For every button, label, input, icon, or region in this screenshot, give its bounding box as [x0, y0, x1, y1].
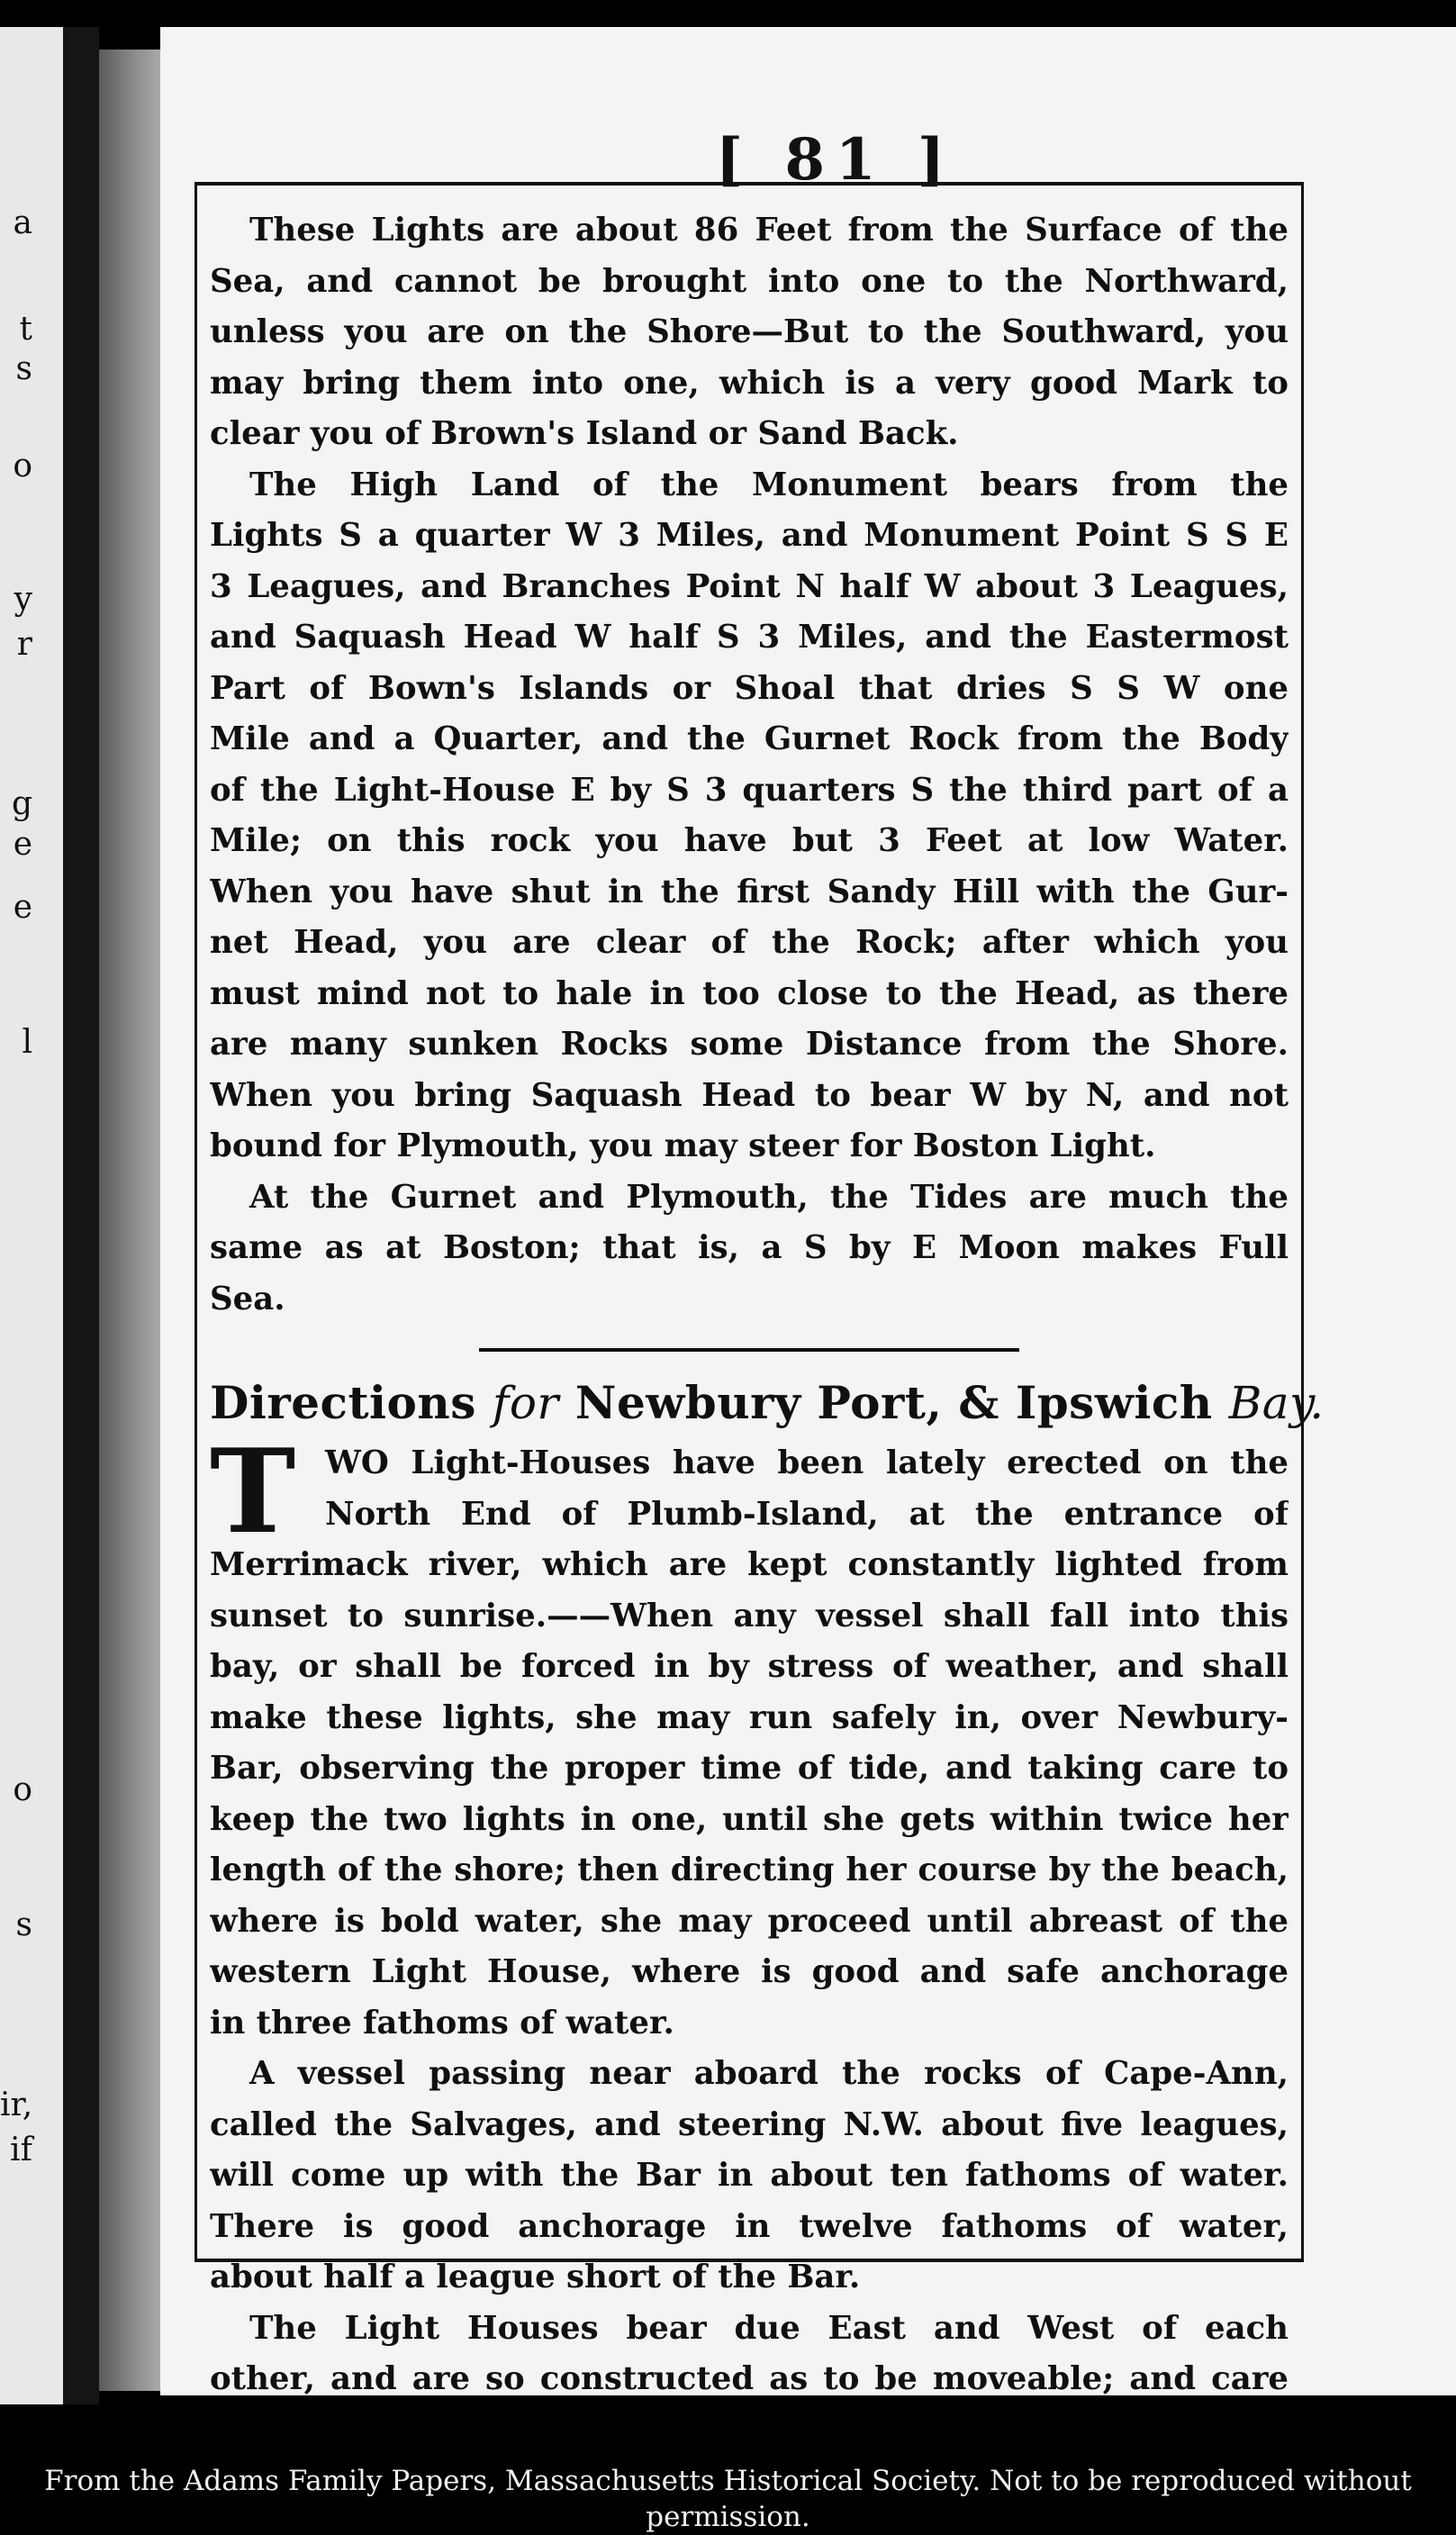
heading-text: Directions [210, 1376, 493, 1429]
page-number: [ 81 ] [715, 126, 956, 194]
text-line: must mind not to hale in too close to the Head, as there [210, 974, 1289, 1012]
paragraph-gurnet-tides [210, 1172, 1289, 1326]
text-frame [194, 182, 1325, 2397]
text-line: of the Light-House E by S 3 quarters S the third part of a [210, 771, 1289, 809]
text-line: There is good anchorage in twelve fathoms of water, [210, 2207, 1289, 2245]
paragraph-cape-ann [210, 2049, 1289, 2304]
section-heading [210, 1373, 1325, 1433]
text-line: other, and are so constructed as to be moveable; and care [210, 2360, 1289, 2397]
margin-fragment: r [16, 626, 32, 663]
text-line: Lights S a quarter W 3 Miles, and Monument Point S S E [210, 517, 1289, 554]
text-line: may bring them into one, which is a very good Mark to [210, 364, 1289, 402]
text-line: length of the shore; then directing her course by the beach, [210, 1851, 1289, 1888]
copyright-credit: From the Adams Family Papers, Massachusetts Historical Society. Not to be reproduced without permission. [44, 2465, 1412, 2533]
text-line: in three fathoms of water. [210, 2004, 674, 2042]
text-line: WO Light-Houses have been lately erected on the [325, 1444, 1289, 1481]
text-line: A vessel passing near aboard the rocks of Cape-Ann, [249, 2055, 1289, 2092]
text-line: bound for Plymouth, you may steer for Boston Light. [210, 1127, 1156, 1164]
text-line: bay, or shall be forced in by stress of weather, and shall [210, 1648, 1289, 1685]
text-line: called the Salvages, and steering N.W. about five leagues, [210, 2105, 1289, 2143]
text-line: These Lights are about 86 Feet from the Surface of the [249, 212, 1289, 249]
text-line: keep the two lights in one, until she gets within twice her [210, 1800, 1289, 1838]
heading-italic-for: for [492, 1377, 559, 1429]
margin-fragment: o [13, 1771, 32, 1808]
page-shadow [99, 50, 160, 2391]
margin-fragment: e [13, 826, 32, 863]
margin-fragment: y [14, 581, 32, 618]
paragraph-newbury-lighthouses [210, 1425, 1289, 2049]
text-line: same as at Boston; that is, a S by E Moon makes Full [210, 1229, 1289, 1266]
margin-fragment: if [10, 2132, 32, 2168]
text-line: Bar, observing the proper time of tide, and taking care to [210, 1750, 1289, 1787]
text-line: make these lights, she may run safely in, over Newbury- [210, 1698, 1289, 1736]
text-line: unless you are on the Shore—But to the Southward, you [210, 313, 1289, 350]
margin-fragment: t [19, 311, 32, 348]
paragraph-light-houses-moveable [210, 2304, 1289, 2405]
margin-fragment: g [11, 785, 32, 822]
text-line: When you bring Saquash Head to bear W by N, and not [210, 1076, 1289, 1114]
text-line: When you have shut in the first Sandy Hill with the Gur- [210, 873, 1289, 910]
text-line: western Light House, where is good and safe anchorage [210, 1953, 1289, 1990]
paragraph-monument-bearings [210, 460, 1289, 1172]
binding-gutter [63, 27, 99, 2404]
document-page [160, 27, 1456, 2395]
text-line: Sea, and cannot be brought into one to the Northward, [210, 262, 1289, 300]
margin-fragment: ir, [0, 2087, 33, 2123]
margin-fragment: e [13, 889, 32, 926]
text-line: and Saquash Head W half S 3 Miles, and the Eastermost [210, 619, 1289, 656]
margin-fragment: s [15, 1906, 32, 1943]
text-line: Sea. [210, 1280, 285, 1317]
text-line: The Light Houses bear due East and West of each [249, 2309, 1289, 2347]
paragraph-lights-height [210, 205, 1289, 460]
text-line: 3 Leagues, and Branches Point N half W about 3 Leagues, [210, 567, 1289, 605]
text-line: Mile; on this rock you have but 3 Feet at low Water. [210, 822, 1289, 859]
text-line: Merrimack river, which are kept constantly lighted from [210, 1546, 1289, 1583]
text-line: net Head, you are clear of the Rock; after which you [210, 924, 1289, 961]
margin-fragment: s [15, 350, 32, 387]
text-line: sunset to sunrise.——When any vessel shall fall into this [210, 1597, 1289, 1634]
text-line: Part of Bown's Islands or Shoal that dries S S W one [210, 669, 1289, 707]
previous-page-edge [0, 27, 63, 2404]
drop-cap: T [210, 1425, 296, 1560]
text-line: clear you of Brown's Island or Sand Back. [210, 415, 959, 452]
margin-fragment: o [13, 448, 32, 484]
text-line: North End of Plumb-Island, at the entrance of [325, 1495, 1289, 1533]
text-line: are many sunken Rocks some Distance from the Shore. [210, 1026, 1289, 1063]
heading-text: Newbury Port, & Ipswich [558, 1376, 1229, 1429]
margin-fragment: l [22, 1024, 32, 1061]
heading-italic-bay: Bay. [1228, 1377, 1325, 1429]
margin-fragment: a [13, 204, 32, 241]
text-line: about half a league short of the Bar. [210, 2259, 861, 2295]
text-line: where is bold water, she may proceed until abreast of the [210, 1902, 1289, 1940]
text-line: The High Land of the Monument bears from the [249, 466, 1289, 503]
text-line: will come up with the Bar in about ten fathoms of water. [210, 2157, 1289, 2194]
text-line: Mile and a Quarter, and the Gurnet Rock from the Body [210, 720, 1289, 757]
text-line: At the Gurnet and Plymouth, the Tides are much the [249, 1178, 1289, 1216]
section-divider [479, 1348, 1019, 1352]
